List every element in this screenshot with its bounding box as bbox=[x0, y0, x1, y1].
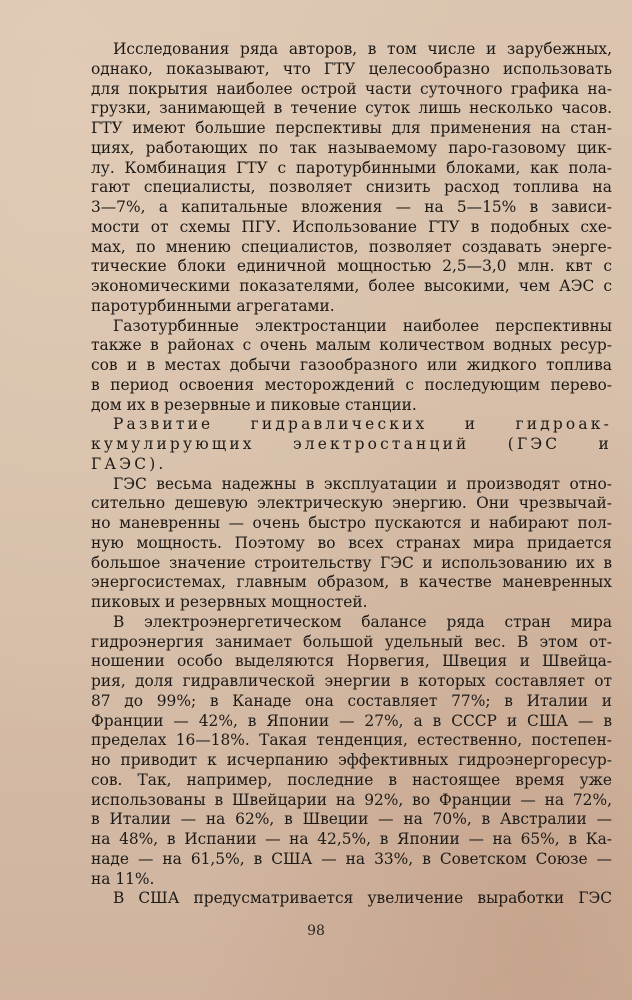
text-line: однако, показывают, что ГТУ целесообразно использовать bbox=[91, 59, 612, 78]
text-line: сов. Так, например, последние в настоящее время уже bbox=[91, 770, 612, 789]
text-line: В электроэнергетическом балансе ряда стран мира bbox=[113, 612, 612, 631]
text-line: на 11%. bbox=[91, 869, 155, 888]
text-line: ношении особо выделяются Норвегия, Швеция и Швейца- bbox=[91, 652, 612, 671]
text-line: 3—7%, а капитальные вложения — на 5—15% в зависи- bbox=[91, 198, 612, 216]
text-line: мах, по мнению специалистов, позволяет создавать энерге- bbox=[91, 237, 612, 256]
text-line: для покрытия наиболее острой части суточного графика на- bbox=[91, 79, 612, 98]
text-line: пределах 16—18%. Такая тенденция, естественно, постепен- bbox=[91, 731, 612, 750]
text-line: Газотурбинные электростанции наиболее перспективны bbox=[113, 316, 612, 335]
section-heading-line: кумулирующих электростанций (ГЭС и bbox=[91, 435, 612, 453]
section-heading-line: Развитие гидравлических и гидроак- bbox=[113, 415, 612, 434]
text-line: в период освоения месторождений с последующим перево- bbox=[91, 375, 612, 394]
text-line: также в районах с очень малым количеством водных ресур- bbox=[91, 336, 612, 355]
text-line: экономическими показателями, более высокими, чем АЭС с bbox=[91, 277, 612, 295]
text-line: в Италии — на 62%, в Швеции — на 70%, в Австралии — bbox=[91, 810, 612, 829]
text-line: ную мощность. Поэтому во всех странах мира придается bbox=[91, 533, 612, 552]
text-line: тические блоки единичной мощностью 2,5—3,0 млн. квт с bbox=[91, 257, 612, 276]
text-line: гидроэнергия занимает большой удельный вес. В этом от- bbox=[91, 632, 612, 651]
text-line: большое значение строительству ГЭС и использованию их в bbox=[91, 553, 612, 572]
text-line: грузки, занимающей в течение суток лишь несколько часов. bbox=[91, 99, 612, 118]
text-line: лу. Комбинация ГТУ с паротурбинными блоками, как пола- bbox=[91, 158, 612, 177]
text-line: использованы в Швейцарии на 92%, во Франции — на 72%, bbox=[91, 790, 612, 809]
text-line: но приводит к исчерпанию эффективных гидроэнергоресур- bbox=[91, 751, 612, 769]
text-line: ГЭС весьма надежны в эксплуатации и производят отно- bbox=[113, 474, 612, 493]
text-line: В США предусматривается увеличение выработки ГЭС bbox=[113, 889, 612, 908]
text-line: энергосистемах, главным образом, в качестве маневренных bbox=[91, 573, 612, 592]
text-line: мости от схемы ПГУ. Использование ГТУ в подобных схе- bbox=[91, 217, 612, 236]
body-text bbox=[91, 40, 612, 909]
text-line: паротурбинными агрегатами. bbox=[91, 296, 335, 315]
text-line: сительно дешевую электрическую энергию. Они чрезвычай- bbox=[91, 494, 612, 513]
text-line: дом их в резервные и пиковые станции. bbox=[91, 395, 417, 414]
text-line: 87 до 99%; в Канаде она составляет 77%; в Италии и bbox=[91, 691, 612, 710]
text-line: гают специалисты, позволяет снизить расход топлива на bbox=[91, 178, 612, 197]
text-line: наде — на 61,5%, в США — на 33%, в Советском Союзе — bbox=[91, 849, 612, 868]
text-line: Франции — 42%, в Японии — 27%, а в СССР и США — в bbox=[91, 711, 612, 730]
text-line: на 48%, в Испании — на 42,5%, в Японии — на 65%, в Ка- bbox=[91, 830, 612, 848]
section-heading-line: ГАЭС). bbox=[91, 454, 167, 473]
text-line: Исследования ряда авторов, в том числе и зарубежных, bbox=[113, 40, 612, 58]
text-line: ГТУ имеют большие перспективы для применения на стан- bbox=[91, 119, 612, 137]
text-line: рия, доля гидравлической энергии в которых составляет от bbox=[91, 672, 612, 690]
text-line: сов и в местах добычи газообразного или жидкого топлива bbox=[91, 356, 612, 374]
text-line: но маневренны — очень быстро пускаются и набирают пол- bbox=[91, 514, 612, 532]
text-line: пиковых и резервных мощностей. bbox=[91, 593, 368, 611]
page-number: 98 bbox=[307, 923, 325, 939]
text-line: циях, работающих по так называемому паро-газовому цик- bbox=[91, 138, 612, 157]
